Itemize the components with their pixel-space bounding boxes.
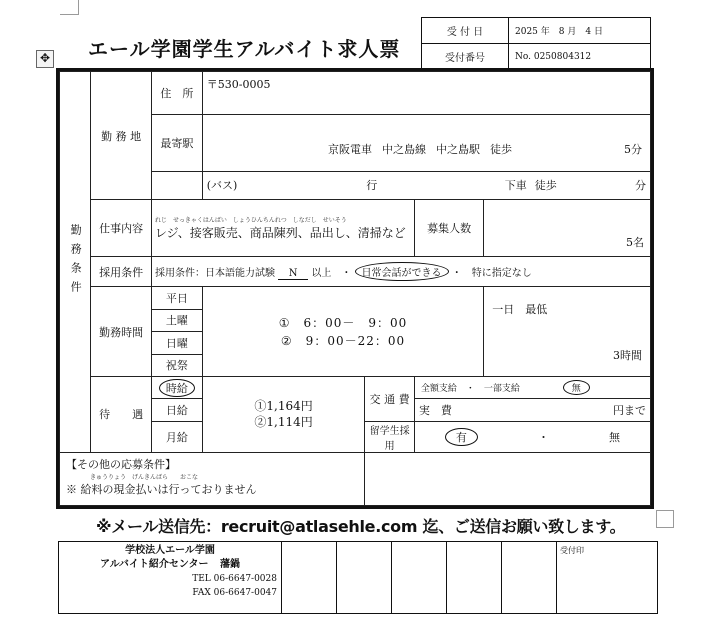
shift-1: ① 6：00－ 9：00 <box>278 315 408 330</box>
other-conditions-blank[interactable] <box>365 453 651 506</box>
reception-number-value[interactable]: No. 0250804312 <box>509 44 651 70</box>
pay-type-hourly[interactable] <box>151 376 202 398</box>
station-field[interactable] <box>202 114 650 171</box>
per-day-value: 3時間 <box>613 349 642 363</box>
footer-org: 学校法人エール学園 <box>125 545 215 556</box>
hiring-value[interactable]: 5名 <box>484 200 651 257</box>
hours-label: 勤務時間 <box>91 287 152 376</box>
requirements-field[interactable] <box>151 256 650 286</box>
address-label: 住 所 <box>151 72 202 115</box>
actual-label: 実 費 <box>418 403 452 417</box>
form-title: エール学園学生アルバイト求人票 <box>88 37 401 61</box>
day-holiday: 祝祭 <box>151 354 202 376</box>
hourly-circled: 時給 <box>159 379 195 397</box>
transport-options: 全額支給 ・ 一部支給 <box>420 384 520 395</box>
intl-field[interactable] <box>414 421 650 453</box>
footer-fax: FAX 06-6647-0047 <box>192 588 277 598</box>
pay-type-daily: 日給 <box>151 399 202 421</box>
job-value: レジ、接客販売、商品陳列、品出し、清掃など <box>154 226 406 240</box>
transport-none-circled: 無 <box>563 380 590 395</box>
footer-blank-2[interactable] <box>337 542 392 614</box>
footer-org-cell <box>59 542 282 614</box>
other-label: 【その他の応募条件】 <box>66 458 176 472</box>
intl-yes-circled: 有 <box>445 428 478 446</box>
intl-separator: ・ <box>537 430 549 444</box>
job-form-table <box>56 68 654 509</box>
pay-label: 待 遇 <box>91 376 152 452</box>
footer-blank-1[interactable] <box>282 542 337 614</box>
reception-date-value[interactable]: 2025 年 8 月 4 日 <box>509 18 651 44</box>
reception-table <box>421 17 651 70</box>
bus-field[interactable] <box>202 171 650 199</box>
intl-label: 留学生採用 <box>365 421 415 453</box>
stamp-label: 受付印 <box>560 546 584 555</box>
hiring-label: 募集人数 <box>414 200 483 257</box>
wage-1: ①1,164円 <box>254 399 313 414</box>
footer-blank-3[interactable] <box>392 542 447 614</box>
other-conditions-field[interactable] <box>60 453 365 506</box>
day-sunday: 日曜 <box>151 332 202 354</box>
requirements-label: 採用条件 <box>91 256 152 286</box>
wage-field[interactable] <box>202 376 365 452</box>
footer-person: 藩鍋 <box>219 559 240 570</box>
actual-cost-field[interactable] <box>414 399 650 421</box>
footer-tel: TEL 06-6647-0028 <box>192 574 277 584</box>
station-label: 最寄駅 <box>151 114 202 171</box>
actual-suffix: 円まで <box>613 403 646 417</box>
margin-corner-mark-bottom <box>656 510 674 528</box>
requirements-none: ・ 特に指定なし <box>451 268 532 280</box>
bus-bound: 行 <box>366 179 378 193</box>
walk-minutes: 5分 <box>624 142 642 156</box>
jlpt-level: N <box>278 268 308 280</box>
intl-no: 無 <box>608 430 620 444</box>
footer-table <box>58 541 658 614</box>
transport-label: 交 通 費 <box>365 376 415 421</box>
station-line: 京阪電車 <box>328 142 372 156</box>
reception-date-label: 受 付 日 <box>422 18 509 44</box>
job-label: 仕事内容 <box>91 200 152 257</box>
job-field[interactable] <box>151 200 414 257</box>
hours-per-day-field[interactable] <box>484 287 651 376</box>
bus-label: (バス) <box>206 179 238 193</box>
footer-blank-5[interactable] <box>502 542 557 614</box>
transport-field[interactable] <box>414 376 650 398</box>
address-value: 〒530-0005 <box>206 78 271 91</box>
footer-blank-4[interactable] <box>447 542 502 614</box>
footer-center: アルバイト紹介センター <box>100 559 209 570</box>
footer-stamp-cell[interactable] <box>557 542 658 614</box>
shift-2: ② 9：00－22：00 <box>280 333 406 348</box>
email-instruction: ※メール送信先：recruit@atlasehle.com 迄、ご送信お願い致します。 <box>96 517 626 536</box>
bus-minutes: 分 <box>635 179 646 193</box>
job-ruby: れじ せっきゃくはんばい しょうひんちんれつ しなだし せいそう <box>154 217 347 224</box>
conditions-vertical-label: 勤務条件 <box>60 72 91 453</box>
day-saturday: 土曜 <box>151 309 202 331</box>
pay-type-monthly: 月給 <box>151 421 202 453</box>
station-name: 中之島駅 <box>436 142 480 156</box>
other-value: ※ 給料の現金払いは行っておりません <box>66 483 257 497</box>
conversation-option-circled[interactable]: 日常会話ができる <box>355 262 449 281</box>
shift-times-field[interactable] <box>202 287 484 376</box>
bus-walk: 徒歩 <box>534 179 557 193</box>
day-weekday: 平日 <box>151 287 202 309</box>
workplace-label: 勤 務 地 <box>91 72 152 200</box>
per-day-label: 一日 最低 <box>492 303 548 317</box>
other-ruby: きゅうりょう げんきんばら おこな <box>90 474 199 482</box>
reception-number-label: 受付番号 <box>422 44 509 70</box>
bus-stop: 下車 <box>504 179 527 193</box>
requirements-above: 以上 ・ <box>311 268 352 280</box>
wage-2: ②1,114円 <box>254 415 313 430</box>
address-field[interactable] <box>202 72 650 115</box>
margin-corner-mark <box>60 0 79 15</box>
table-move-handle-icon[interactable]: ✥ <box>36 50 54 68</box>
station-route: 中之島線 <box>382 142 426 156</box>
walk-label: 徒歩 <box>490 142 512 156</box>
requirements-prefix: 採用条件：日本語能力試験 <box>154 268 275 280</box>
